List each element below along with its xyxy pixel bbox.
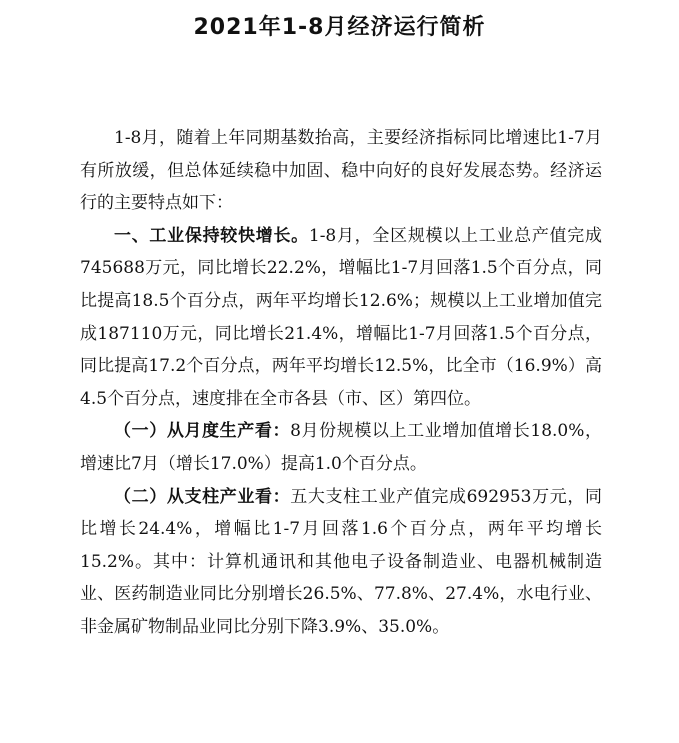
- subsection-heading: （二）从支柱产业看：: [114, 486, 291, 507]
- paragraph-text: 五大支柱工业产值完成692953万元，同比增长24.4%，增幅比1-7月回落1.6个百分点，两年平均增长15.2%。其中：计算机通讯和其他电子设备制造业、电器机械制造业、医药制造业同比分别增长26.5%、77.8%、27.4%，水电行业、非金属矿物制品业同比分别下降3.9%、35.0%。: [80, 486, 602, 637]
- monthly-production-paragraph: [80, 415, 602, 480]
- document-title: 2021年1-8月经济运行简析: [193, 15, 486, 40]
- paragraph-text: 1-8月，全区规模以上工业总产值完成745688万元，同比增长22.2%，增幅比1-7月回落1.5个百分点，同比提高18.5个百分点，两年平均增长12.6%；规模以上工业增加值完成187110万元，同比增长21.4%，增幅比1-7月回落1.5个百分点，同比提高17.2个百分点，两年平均增长12.5%，比全市（16.9%）高4.5个百分点，速度排在全市各县（市、区）第四位。: [80, 225, 602, 409]
- paragraph-text: 1-8月，随着上年同期基数抬高，主要经济指标同比增速比1-7月有所放缓，但总体延续稳中加固、稳中向好的良好发展态势。经济运行的主要特点如下：: [80, 128, 602, 214]
- paragraph-text: 8月份规模以上工业增加值增长18.0%，增速比7月（增长17.0%）提高1.0个百分点。: [80, 421, 603, 474]
- document-body: [80, 122, 602, 644]
- pillar-industry-paragraph: [80, 481, 602, 644]
- section-heading: 一、工业保持较快增长。: [114, 225, 309, 246]
- industry-paragraph: [80, 220, 602, 416]
- intro-paragraph: [80, 122, 602, 220]
- subsection-heading: （一）从月度生产看：: [114, 421, 291, 442]
